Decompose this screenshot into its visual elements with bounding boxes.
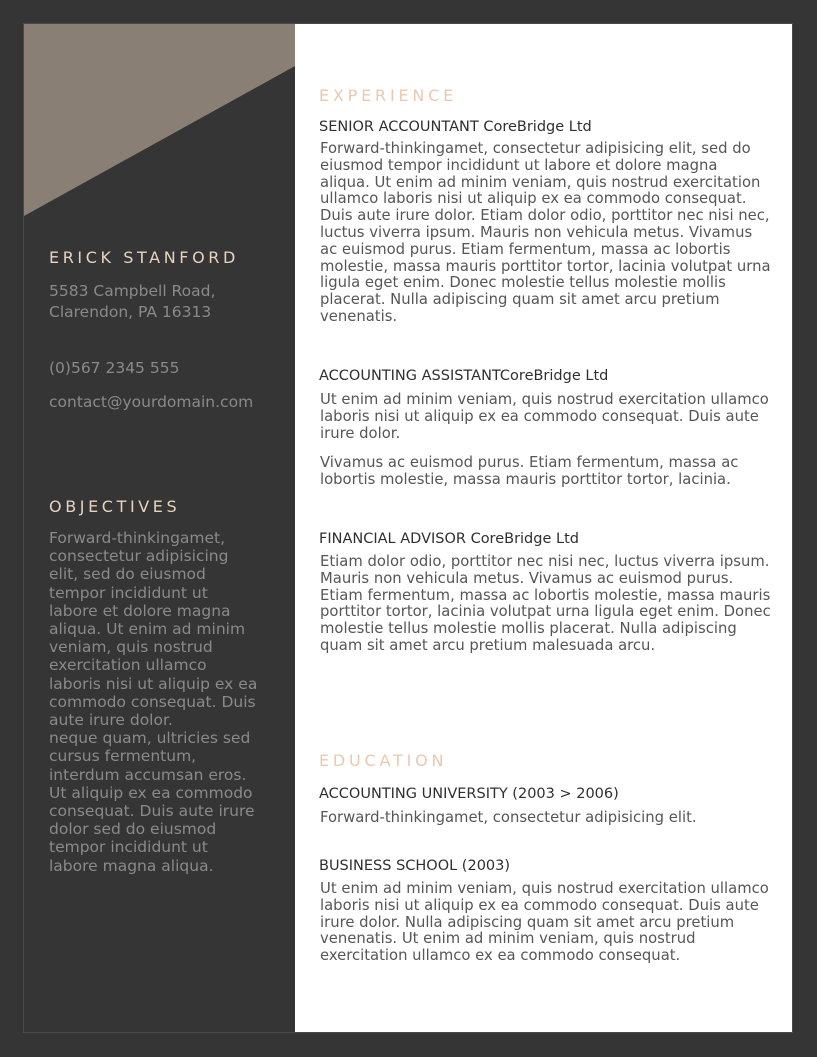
experience-heading: EXPERIENCE bbox=[319, 86, 458, 105]
candidate-name: ERICK STANFORD bbox=[49, 248, 239, 267]
education-title: BUSINESS SCHOOL (2003) bbox=[319, 858, 511, 874]
job-description: Etiam dolor odio, porttitor nec nisi nec, luctus viverra ipsum. Mauris non vehicula metus. Vivamus ac euismod purus. Etiam fermentum, massa ac lobortis molestie, massa mauris porttitor tortor, lacinia volutpat urna ligula eget enim. Donec molestie tellus molestie mollis placerat. Nulla adipiscing quam sit amet arcu pretium malesuada arcu. bbox=[320, 553, 771, 654]
job-description: Forward-thinkingamet, consectetur adipisicing elit, sed do eiusmod tempor incididunt ut labore et dolore magna aliqua. Ut enim ad minim veniam, quis nostrud exercitation ullamco laboris nisi ut aliquip ex ea commodo consequat. Duis aute irure dolor. Etiam dolor odio, porttitor nec nisi nec, luctus viverra ipsum. Mauris non vehicula metus. Vivamus ac euismod purus. Etiam fermentum, massa ac lobortis molestie, massa mauris porttitor tortor, lacinia volutpat urna ligula eget enim. Donec molestie tellus molestie mollis placerat. Nulla adipiscing quam sit amet arcu pretium venenatis. bbox=[320, 140, 771, 325]
resume-page bbox=[24, 24, 792, 1032]
objectives-paragraph: neque quam, ultricies sed cursus fermentum, interdum accumsan eros. bbox=[49, 729, 251, 784]
education-heading: EDUCATION bbox=[319, 751, 448, 770]
sidebar bbox=[24, 24, 295, 1032]
objectives-paragraph: Forward-thinkingamet, consectetur adipisicing elit, sed do eiusmod tempor incididunt ut labore et dolore magna aliqua. Ut enim ad minim veniam, quis nostrud exercitation ullamco laboris nisi ut aliquip ex ea commodo consequat. Duis aute irure dolor. bbox=[49, 529, 258, 730]
objectives-heading: OBJECTIVES bbox=[49, 497, 181, 516]
contact-phone: (0)567 2345 555 bbox=[49, 359, 180, 377]
job-title: ACCOUNTING ASSISTANTCoreBridge Ltd bbox=[319, 368, 609, 384]
education-title: ACCOUNTING UNIVERSITY (2003 > 2006) bbox=[319, 786, 619, 802]
corner-accent-shape bbox=[24, 24, 295, 216]
education-description: Forward-thinkingamet, consectetur adipisicing elit. bbox=[320, 809, 697, 826]
job-title: SENIOR ACCOUNTANT CoreBridge Ltd bbox=[319, 119, 592, 135]
education-description: Ut enim ad minim veniam, quis nostrud exercitation ullamco laboris nisi ut aliquip ex ea commodo consequat. Duis aute irure dolor. Nulla adipiscing quam sit amet arcu pretium venenatis. Ut enim ad minim veniam, quis nostrud exercitation ullamco ex ea commodo consequat. bbox=[320, 880, 769, 965]
objectives-text bbox=[49, 529, 261, 875]
job-title: FINANCIAL ADVISOR CoreBridge Ltd bbox=[319, 531, 579, 547]
contact-address: 5583 Campbell Road, Clarendon, PA 16313 bbox=[49, 282, 216, 321]
job-description: Vivamus ac euismod purus. Etiam fermentum, massa ac lobortis molestie, massa mauris porttitor tortor, lacinia. bbox=[320, 454, 739, 488]
objectives-paragraph: Ut aliquip ex ea commodo consequat. Duis aute irure dolor sed do eiusmod tempor incididunt ut labore magna aliqua. bbox=[49, 783, 255, 875]
contact-email: contact@yourdomain.com bbox=[49, 393, 254, 411]
main-content bbox=[295, 24, 792, 1032]
job-description: Ut enim ad minim veniam, quis nostrud exercitation ullamco laboris nisi ut aliquip ex ea commodo consequat. Duis aute irure dolor. bbox=[320, 391, 769, 442]
